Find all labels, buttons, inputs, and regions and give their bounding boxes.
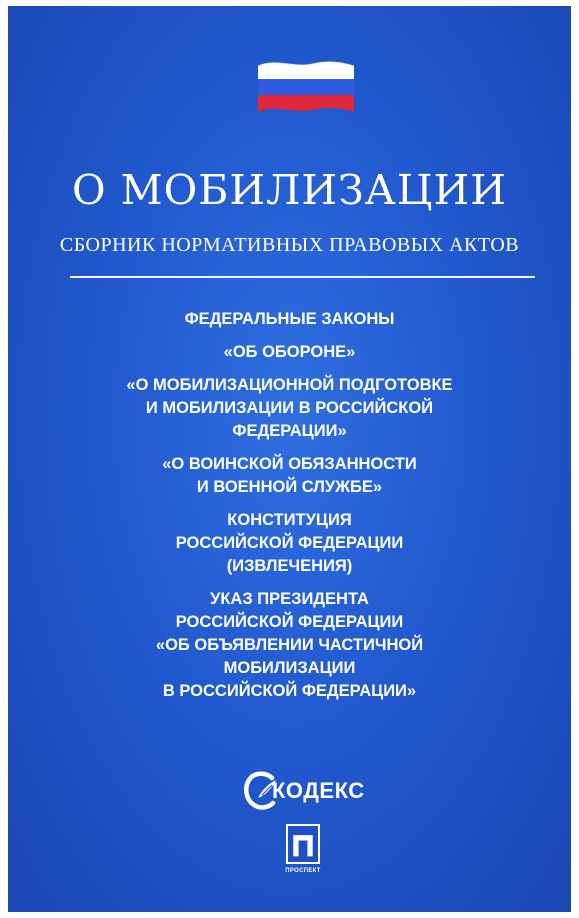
contents-entry-line: КОНСТИТУЦИЯ <box>227 511 352 529</box>
title-divider <box>70 276 535 278</box>
book-title: О МОБИЛИЗАЦИИ <box>72 166 507 214</box>
prospekt-logo-icon <box>286 824 320 864</box>
contents-entry-line: (ИЗВЛЕЧЕНИЯ) <box>226 557 353 575</box>
contents-entry-line: И МОБИЛИЗАЦИИ В РОССИЙСКОЙ <box>145 399 434 417</box>
contents-entry <box>8 341 571 364</box>
book-subtitle: СБОРНИК НОРМАТИВНЫХ ПРАВОВЫХ АКТОВ <box>59 234 520 256</box>
contents-list <box>8 308 571 713</box>
contents-entry-line: «ОБ ОБЪЯВЛЕНИИ ЧАСТИЧНОЙ <box>155 636 424 654</box>
contents-entry-line: И ВОЕННОЙ СЛУЖБЕ» <box>196 478 383 496</box>
kodeks-publisher-logo <box>242 768 372 814</box>
book-cover <box>8 6 571 912</box>
contents-entry-line: РОССИЙСКОЙ ФЕДЕРАЦИИ <box>175 534 404 552</box>
kodeks-label: КОДЕКС <box>272 778 365 803</box>
contents-entry-line: В РОССИЙСКОЙ ФЕДЕРАЦИИ» <box>162 682 417 700</box>
contents-entry <box>8 308 571 331</box>
contents-entry <box>8 588 571 703</box>
contents-entry-line: УКАЗ ПРЕЗИДЕНТА <box>210 590 369 608</box>
prospekt-label: ПРОСПЕКТ <box>285 868 321 874</box>
contents-entry-line: «О ВОИНСКОЙ ОБЯЗАННОСТИ <box>162 455 417 473</box>
contents-entry-line: ФЕДЕРАЦИИ» <box>232 422 347 440</box>
russian-flag-icon <box>256 58 356 116</box>
prospekt-publisher-logo <box>278 824 328 886</box>
contents-entry-line: МОБИЛИЗАЦИИ <box>223 659 356 677</box>
contents-entry <box>8 453 571 499</box>
contents-entry <box>8 374 571 443</box>
contents-entry <box>8 509 571 578</box>
contents-entry-line: ФЕДЕРАЛЬНЫЕ ЗАКОНЫ <box>184 310 395 328</box>
contents-entry-line: «ОБ ОБОРОНЕ» <box>223 343 356 361</box>
contents-entry-line: РОССИЙСКОЙ ФЕДЕРАЦИИ <box>175 613 404 631</box>
contents-entry-line: «О МОБИЛИЗАЦИОННОЙ ПОДГОТОВКЕ <box>126 376 453 394</box>
